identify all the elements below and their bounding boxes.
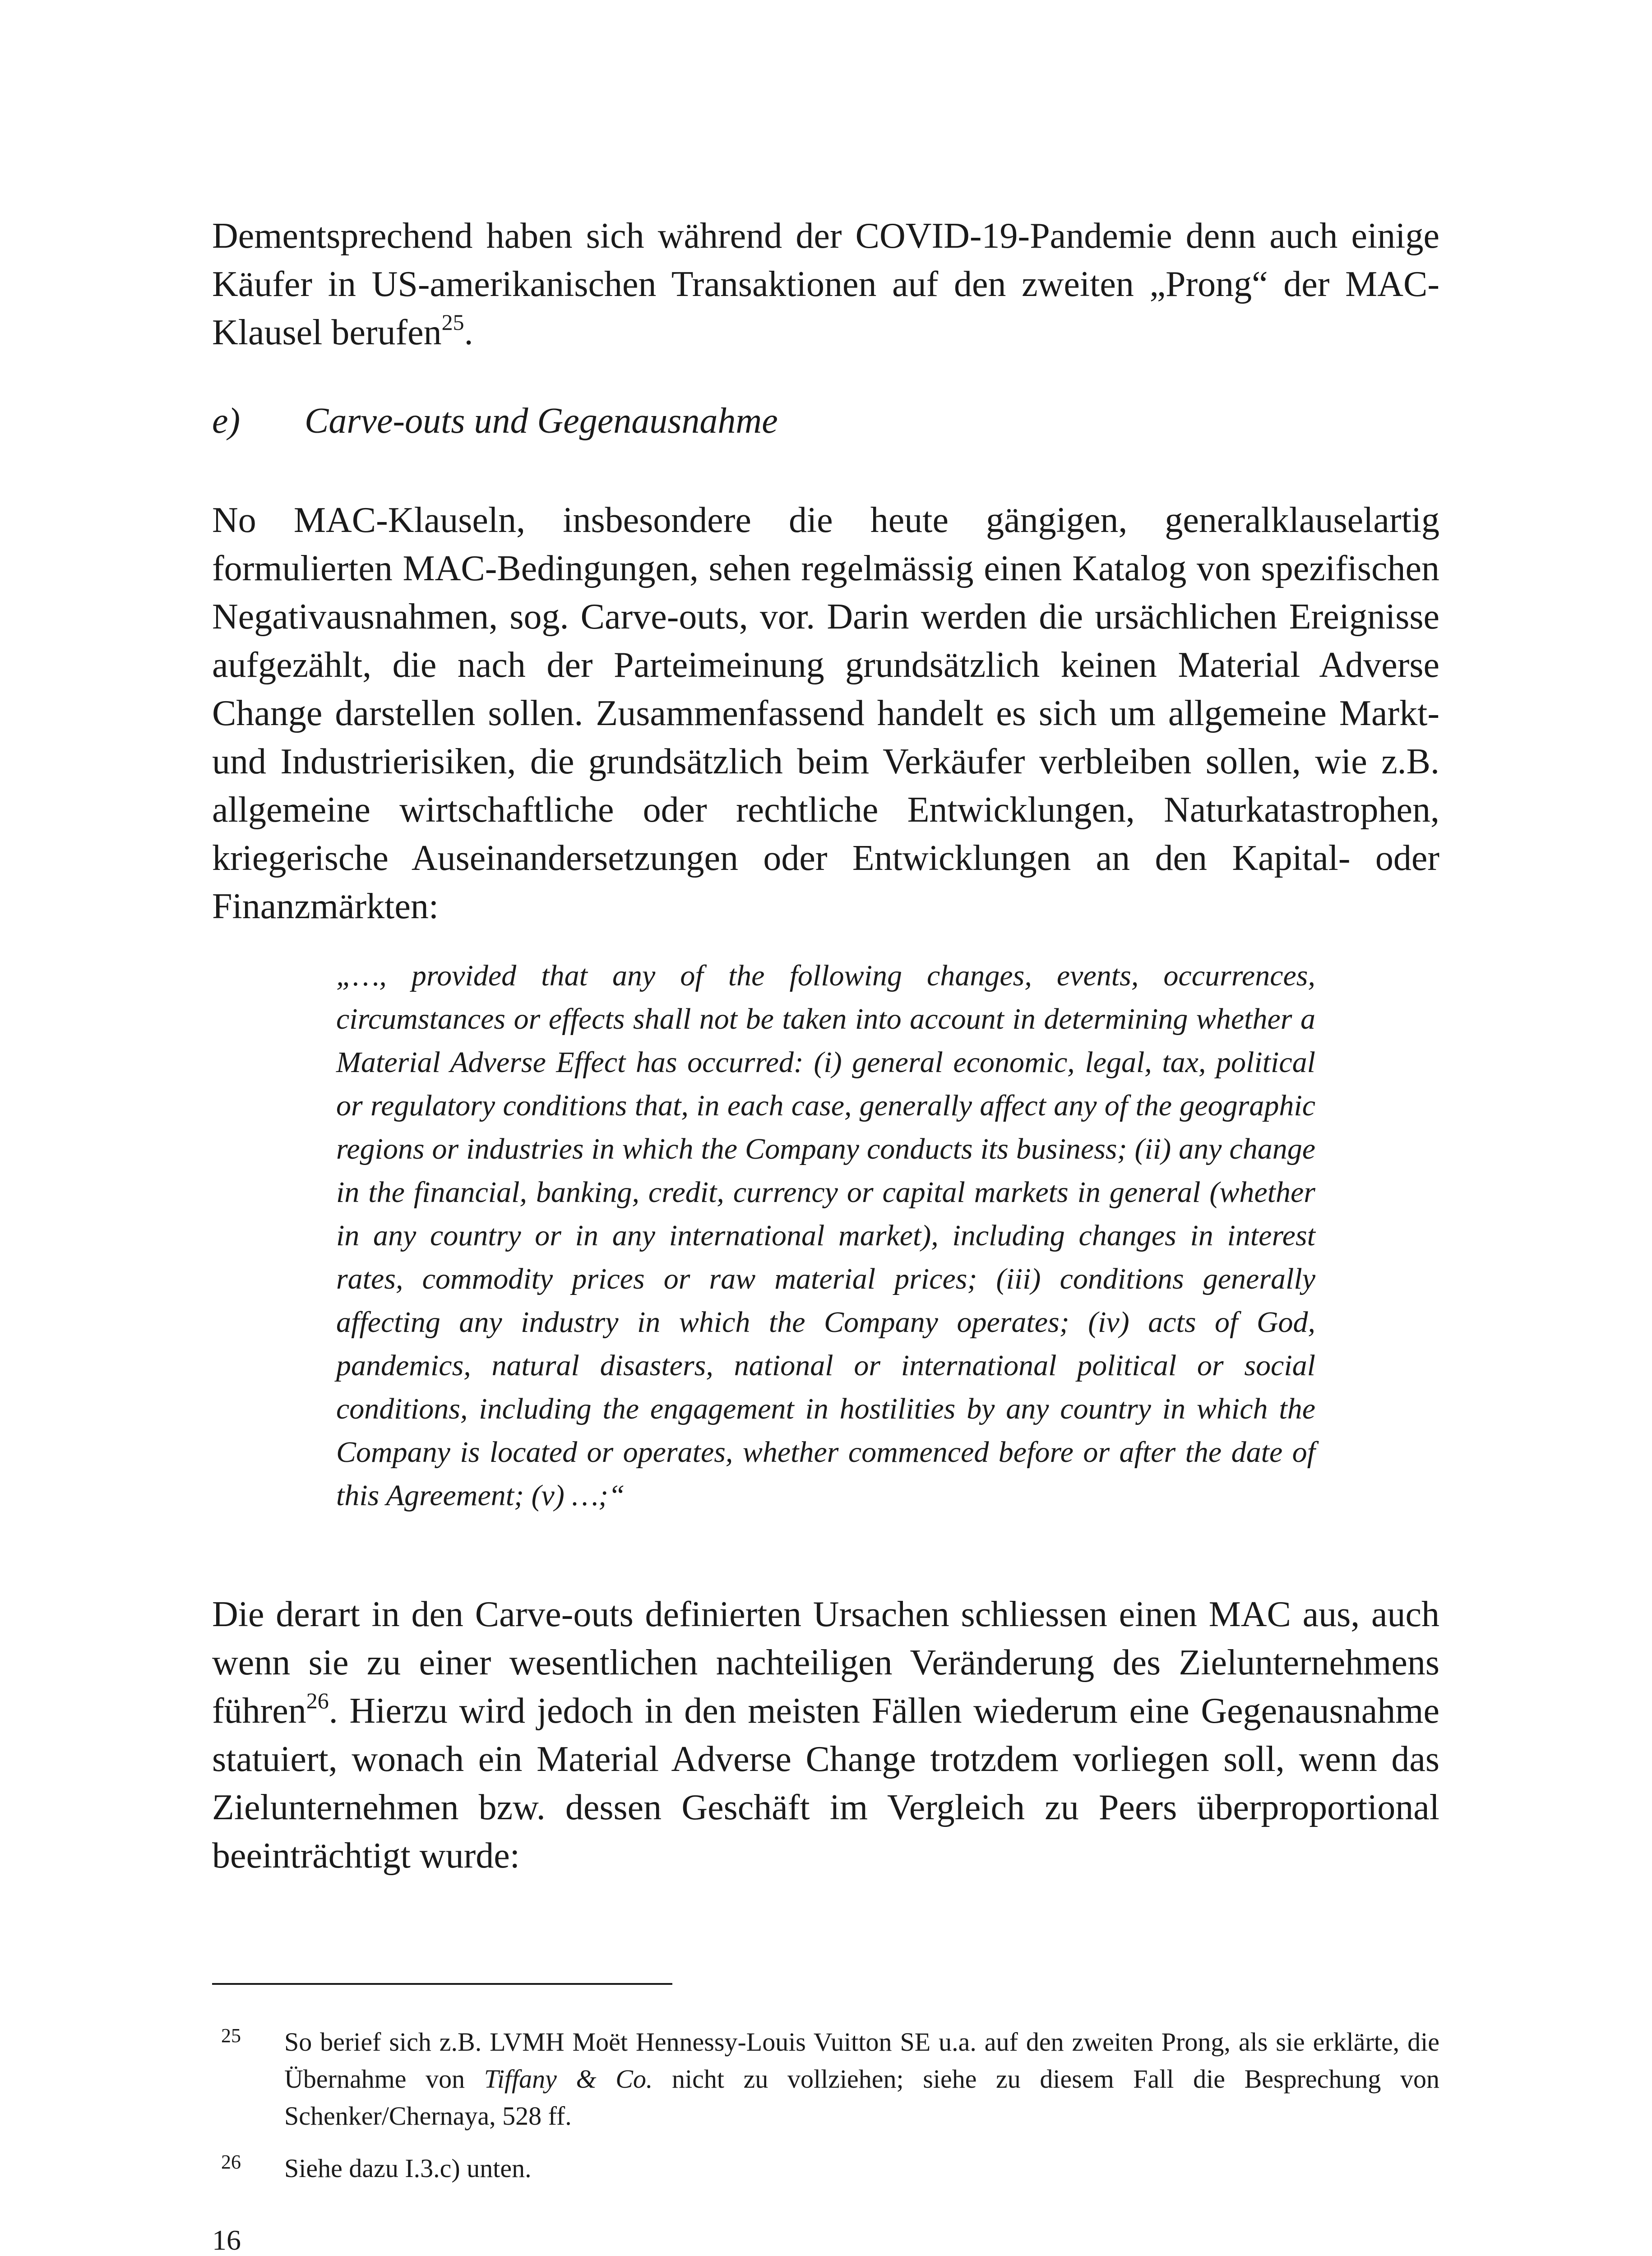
block-quote: „…, provided that any of the following changes, events, occurrences, circumstances or effects shall not be taken into account in determining whether a Material Adverse Effect has occurred: (i) general economic, legal, tax, political or regulatory conditions that, in each case, generally affect any of the geographic regions or industries in which the Company conducts its business; (ii) any change in the financial, banking, credit, currency or capital markets in general (whether in any country or in any international market), including changes in interest rates, commodity prices or raw material prices; (iii) conditions generally affecting any industry in which the Company operates; (iv) acts of God, pandemics, natural disasters, national or international political or social conditions, including the engagement in hostilities by any country in which the Company is located or operates, whether commenced before or after the date of this Agreement; (v) …;“ xyxy=(336,959,1315,1512)
footnote-ref-25[interactable]: 25 xyxy=(441,310,464,335)
page-number: 16 xyxy=(212,2224,241,2256)
section-heading xyxy=(212,397,1439,445)
paragraph-text-before: Die derart in den Carve-outs definierten Ursachen schliessen einen MAC aus, auch wenn sie zu einer wesentlichen nachteiligen Veränderung des Zielunternehmens führen xyxy=(212,1595,1439,1731)
footnote-26 xyxy=(212,2150,1439,2187)
paragraph-end: . xyxy=(464,313,473,352)
footnote-number: 26 xyxy=(221,2151,241,2173)
footnote-text-before: So berief sich z.B. LVMH Moët Hennessy-Louis Vuitton SE u.a. auf den zweiten Prong, als sie erklärte, die Übernahme von xyxy=(284,2027,1439,2094)
footnote-text xyxy=(284,2024,1439,2135)
paragraph-covid-prong xyxy=(212,212,1439,357)
footnote-ref-26[interactable]: 26 xyxy=(306,1688,329,1713)
section-title: Carve-outs und Gegenausnahme xyxy=(305,401,778,441)
paragraph-text: Dementsprechend haben sich während der COVID-19-Pandemie denn auch einige Käufer in US-amerikanischen Transaktionen auf den zweiten „Prong“ der MAC-Klausel berufen xyxy=(212,216,1439,352)
footnote-text-after: nicht zu vollziehen; siehe zu diesem Fall die Besprechung von Schenker/Chernaya, 528 ff. xyxy=(284,2064,1439,2131)
footnote-number: 25 xyxy=(221,2025,241,2047)
paragraph-gegenausnahme xyxy=(212,1590,1439,1880)
footnote-italic-company: Tiffany & Co. xyxy=(484,2064,653,2094)
paragraph-carve-outs: No MAC-Klauseln, insbesondere die heute gängigen, generalklauselartig formulierten MAC-Bedingungen, sehen regelmässig einen Katalog von spezifischen Negativausnahmen, sog. Carve-outs, vor. Darin werden die ursächlichen Ereignisse aufgezählt, die nach der Parteimeinung grundsätzlich keinen Material Adverse Change darstellen sollen. Zusammenfassend handelt es sich um allgemeine Markt- und Industrierisiken, die grundsätzlich beim Verkäufer verbleiben sollen, wie z.B. allgemeine wirtschaftliche oder rechtliche Entwicklungen, Naturkatastrophen, kriegerische Auseinandersetzungen oder Entwicklungen an den Kapital- oder Finanzmärkten: xyxy=(212,500,1439,926)
footnote-25 xyxy=(212,2024,1439,2135)
section-letter: e) xyxy=(212,401,241,441)
paragraph-text-after: . Hierzu wird jedoch in den meisten Fällen wiederum eine Gegenausnahme statuiert, wonach ein Material Adverse Change trotzdem vorliegen soll, wenn das Zielunternehmen bzw. dessen Geschäft im Vergleich zu Peers überproportional beeinträchtigt wurde: xyxy=(212,1691,1439,1876)
footnote-text: Siehe dazu I.3.c) unten. xyxy=(284,2154,532,2183)
footnote-divider xyxy=(212,1983,672,1985)
